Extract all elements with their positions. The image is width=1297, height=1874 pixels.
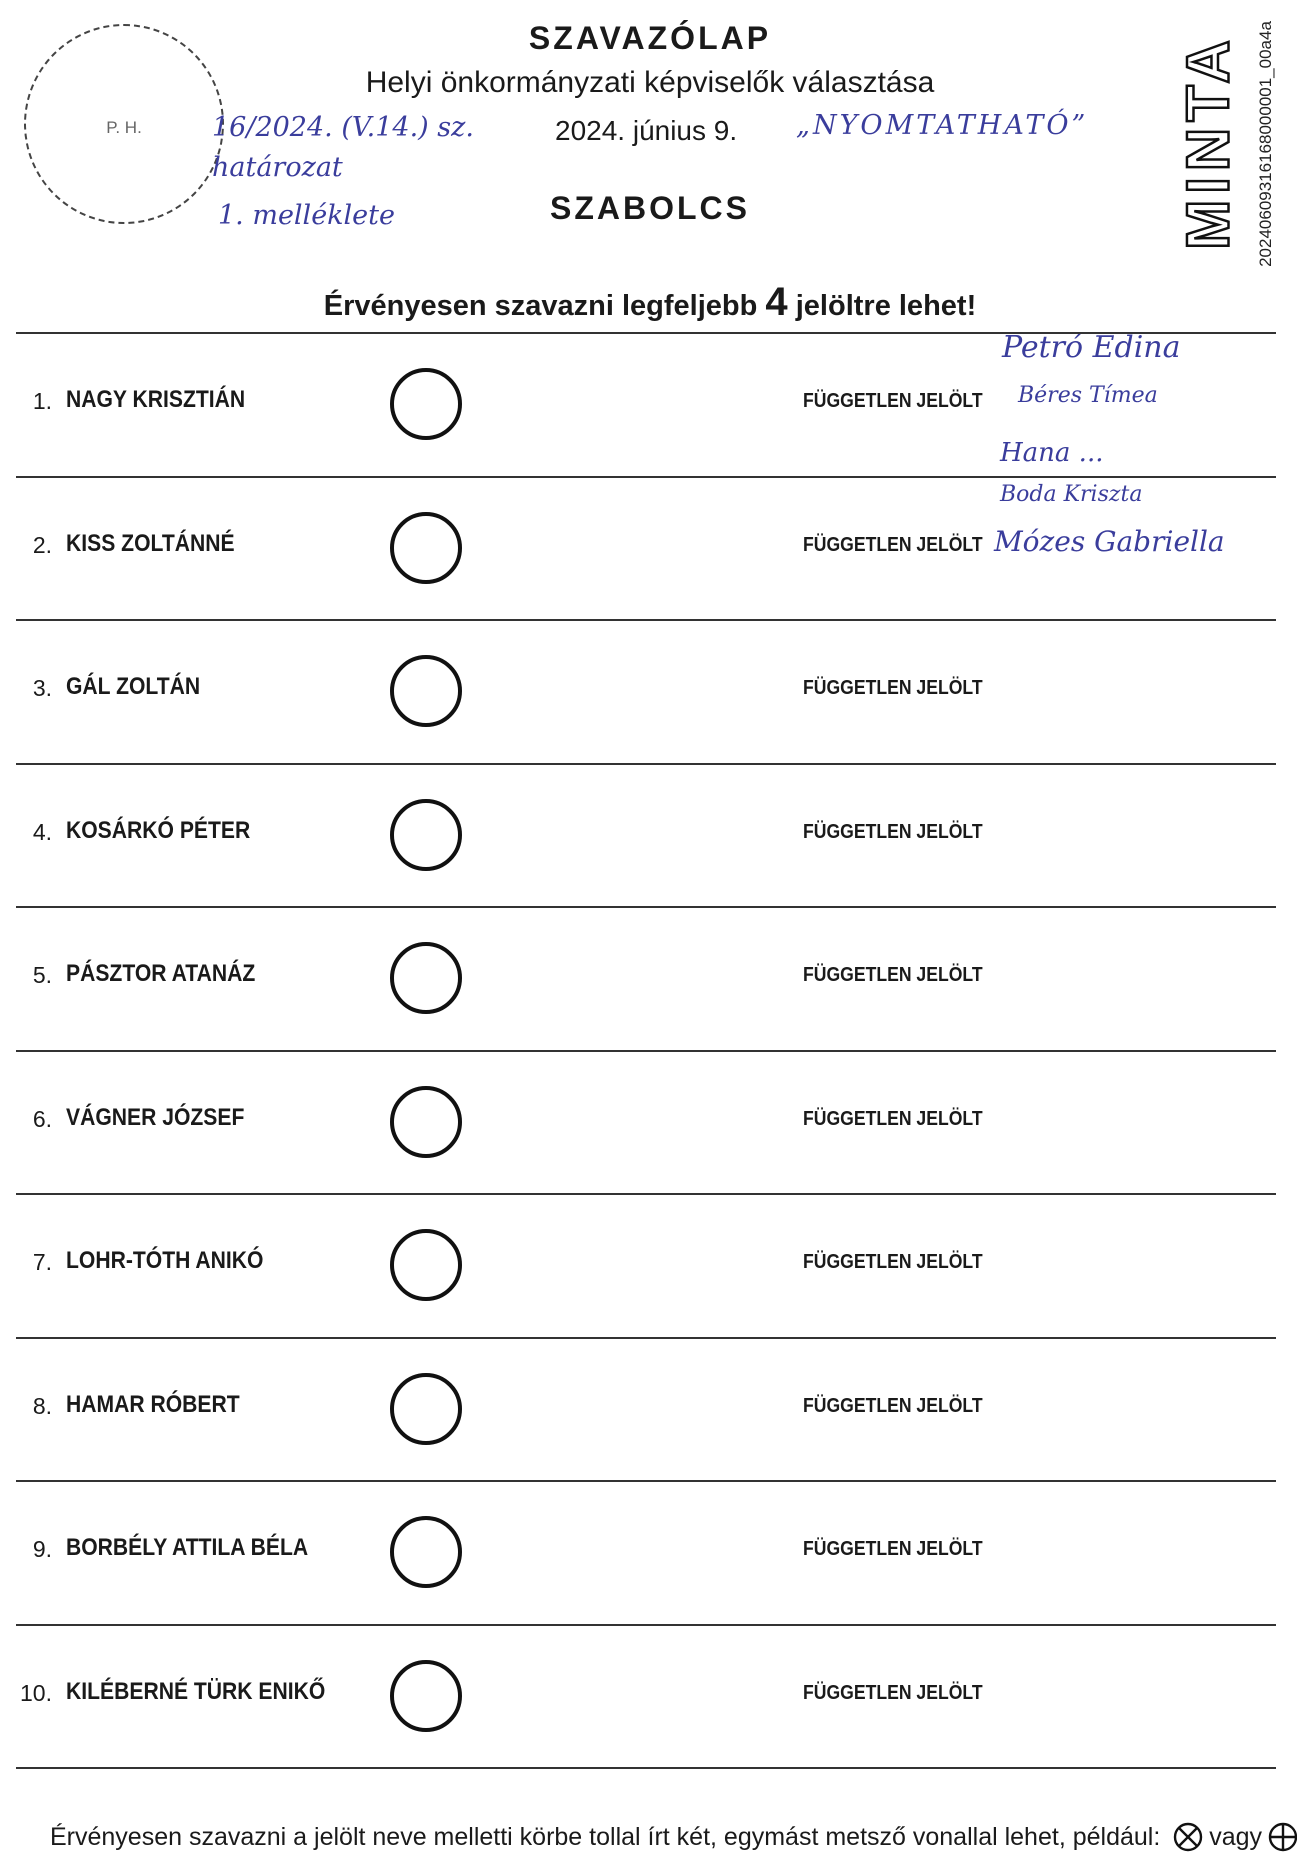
handwritten-printable-note: „NYOMTATHATÓ” xyxy=(796,110,1089,141)
sample-watermark xyxy=(1174,22,1242,262)
official-stamp-area xyxy=(24,24,224,224)
candidate-organization: FÜGGETLEN JELÖLT xyxy=(803,1538,983,1560)
candidate-number: 4. xyxy=(32,818,52,845)
candidate-row xyxy=(0,1480,1297,1623)
candidate-number: 6. xyxy=(32,1105,52,1132)
candidate-row xyxy=(0,619,1297,762)
instruction-prefix: Érvényesen szavazni legfeljebb xyxy=(323,290,758,322)
vote-circle[interactable] xyxy=(390,655,462,727)
candidate-name: KILÉBERNÉ TÜRK ENIKŐ xyxy=(66,1677,326,1705)
sample-watermark-text: MINTA xyxy=(1174,34,1242,250)
candidate-organization: FÜGGETLEN JELÖLT xyxy=(803,1251,983,1273)
plus-circle-example-icon xyxy=(1268,1822,1297,1852)
candidate-row xyxy=(0,1193,1297,1336)
handwritten-signature-5: Mózes Gabriella xyxy=(994,525,1225,558)
candidate-number: 10. xyxy=(20,1679,52,1706)
candidate-row xyxy=(0,763,1297,906)
candidate-number: 3. xyxy=(32,675,52,701)
vote-circle[interactable] xyxy=(390,368,462,440)
handwritten-resolution-line2: határozat xyxy=(212,152,343,183)
candidate-number: 7. xyxy=(32,1249,52,1275)
voting-instruction xyxy=(200,280,1100,325)
handwritten-signature-3: Hana ... xyxy=(1000,438,1104,468)
candidate-name: KISS ZOLTÁNNÉ xyxy=(66,529,235,557)
candidate-organization: FÜGGETLEN JELÖLT xyxy=(803,533,983,556)
vote-circle[interactable] xyxy=(390,1516,462,1588)
handwritten-signature-4: Boda Kriszta xyxy=(1000,482,1143,507)
max-votes-number: 4 xyxy=(765,280,788,324)
vote-circle[interactable] xyxy=(390,1086,462,1158)
vote-circle[interactable] xyxy=(390,1373,462,1445)
candidate-number: 1. xyxy=(32,388,52,414)
candidate-name: PÁSZTOR ATANÁZ xyxy=(66,960,256,987)
vote-circle[interactable] xyxy=(390,942,462,1014)
vote-circle[interactable] xyxy=(390,512,462,584)
candidate-name: VÁGNER JÓZSEF xyxy=(66,1103,245,1131)
candidate-name: KOSÁRKÓ PÉTER xyxy=(66,816,251,844)
serial-number-text: 20240609316168000001_00a4a xyxy=(1256,21,1275,267)
ballot-title: SZAVAZÓLAP xyxy=(528,20,772,56)
footer-instruction xyxy=(50,1822,1297,1852)
candidate-name: LOHR-TÓTH ANIKÓ xyxy=(66,1247,264,1274)
handwritten-signature-1: Petró Edina xyxy=(1002,330,1181,365)
candidate-row xyxy=(0,1050,1297,1193)
vote-circle[interactable] xyxy=(390,799,462,871)
candidate-number: 5. xyxy=(32,962,52,988)
footer-text: Érvényesen szavazni a jelölt neve melletti körbe tollal írt két, egymást metsző vonallal lehet, például: xyxy=(50,1823,1161,1851)
candidate-row xyxy=(0,1337,1297,1480)
candidate-name: GÁL ZOLTÁN xyxy=(66,673,201,700)
candidate-organization: FÜGGETLEN JELÖLT xyxy=(803,1681,983,1704)
candidate-organization: FÜGGETLEN JELÖLT xyxy=(803,964,983,986)
candidate-name: NAGY KRISZTIÁN xyxy=(66,386,246,413)
footer-or: vagy xyxy=(1209,1823,1263,1851)
candidate-row xyxy=(0,332,1297,475)
vote-circle[interactable] xyxy=(390,1229,462,1301)
election-date: 2024. június 9. xyxy=(555,115,738,146)
candidate-name: BORBÉLY ATTILA BÉLA xyxy=(66,1534,309,1561)
candidate-row xyxy=(0,906,1297,1049)
election-subtitle: Helyi önkormányzati képviselők választása xyxy=(365,66,935,99)
handwritten-resolution-line3: 1. melléklete xyxy=(218,200,395,231)
candidate-name: HAMAR RÓBERT xyxy=(66,1390,240,1418)
candidate-number: 8. xyxy=(32,1392,52,1419)
settlement-name: SZABOLCS xyxy=(550,190,750,226)
candidate-organization: FÜGGETLEN JELÖLT xyxy=(803,390,983,412)
crossed-circle-example-icon xyxy=(1173,1822,1203,1852)
candidate-organization: FÜGGETLEN JELÖLT xyxy=(803,1394,983,1417)
candidate-number: 2. xyxy=(32,531,52,558)
candidate-row xyxy=(0,476,1297,619)
handwritten-signature-2: Béres Tímea xyxy=(1018,383,1158,408)
stamp-label: P. H. xyxy=(106,118,142,137)
candidate-organization: FÜGGETLEN JELÖLT xyxy=(803,1107,983,1130)
handwritten-resolution-line1: 16/2024. (V.14.) sz. xyxy=(212,112,474,143)
vote-circle[interactable] xyxy=(390,1660,462,1732)
candidate-organization: FÜGGETLEN JELÖLT xyxy=(803,820,983,843)
serial-number xyxy=(1246,6,1286,276)
divider-line xyxy=(16,1767,1276,1769)
candidate-row xyxy=(0,1624,1297,1767)
instruction-suffix: jelöltre lehet! xyxy=(795,290,977,322)
candidate-number: 9. xyxy=(32,1536,52,1562)
candidate-organization: FÜGGETLEN JELÖLT xyxy=(803,677,983,699)
